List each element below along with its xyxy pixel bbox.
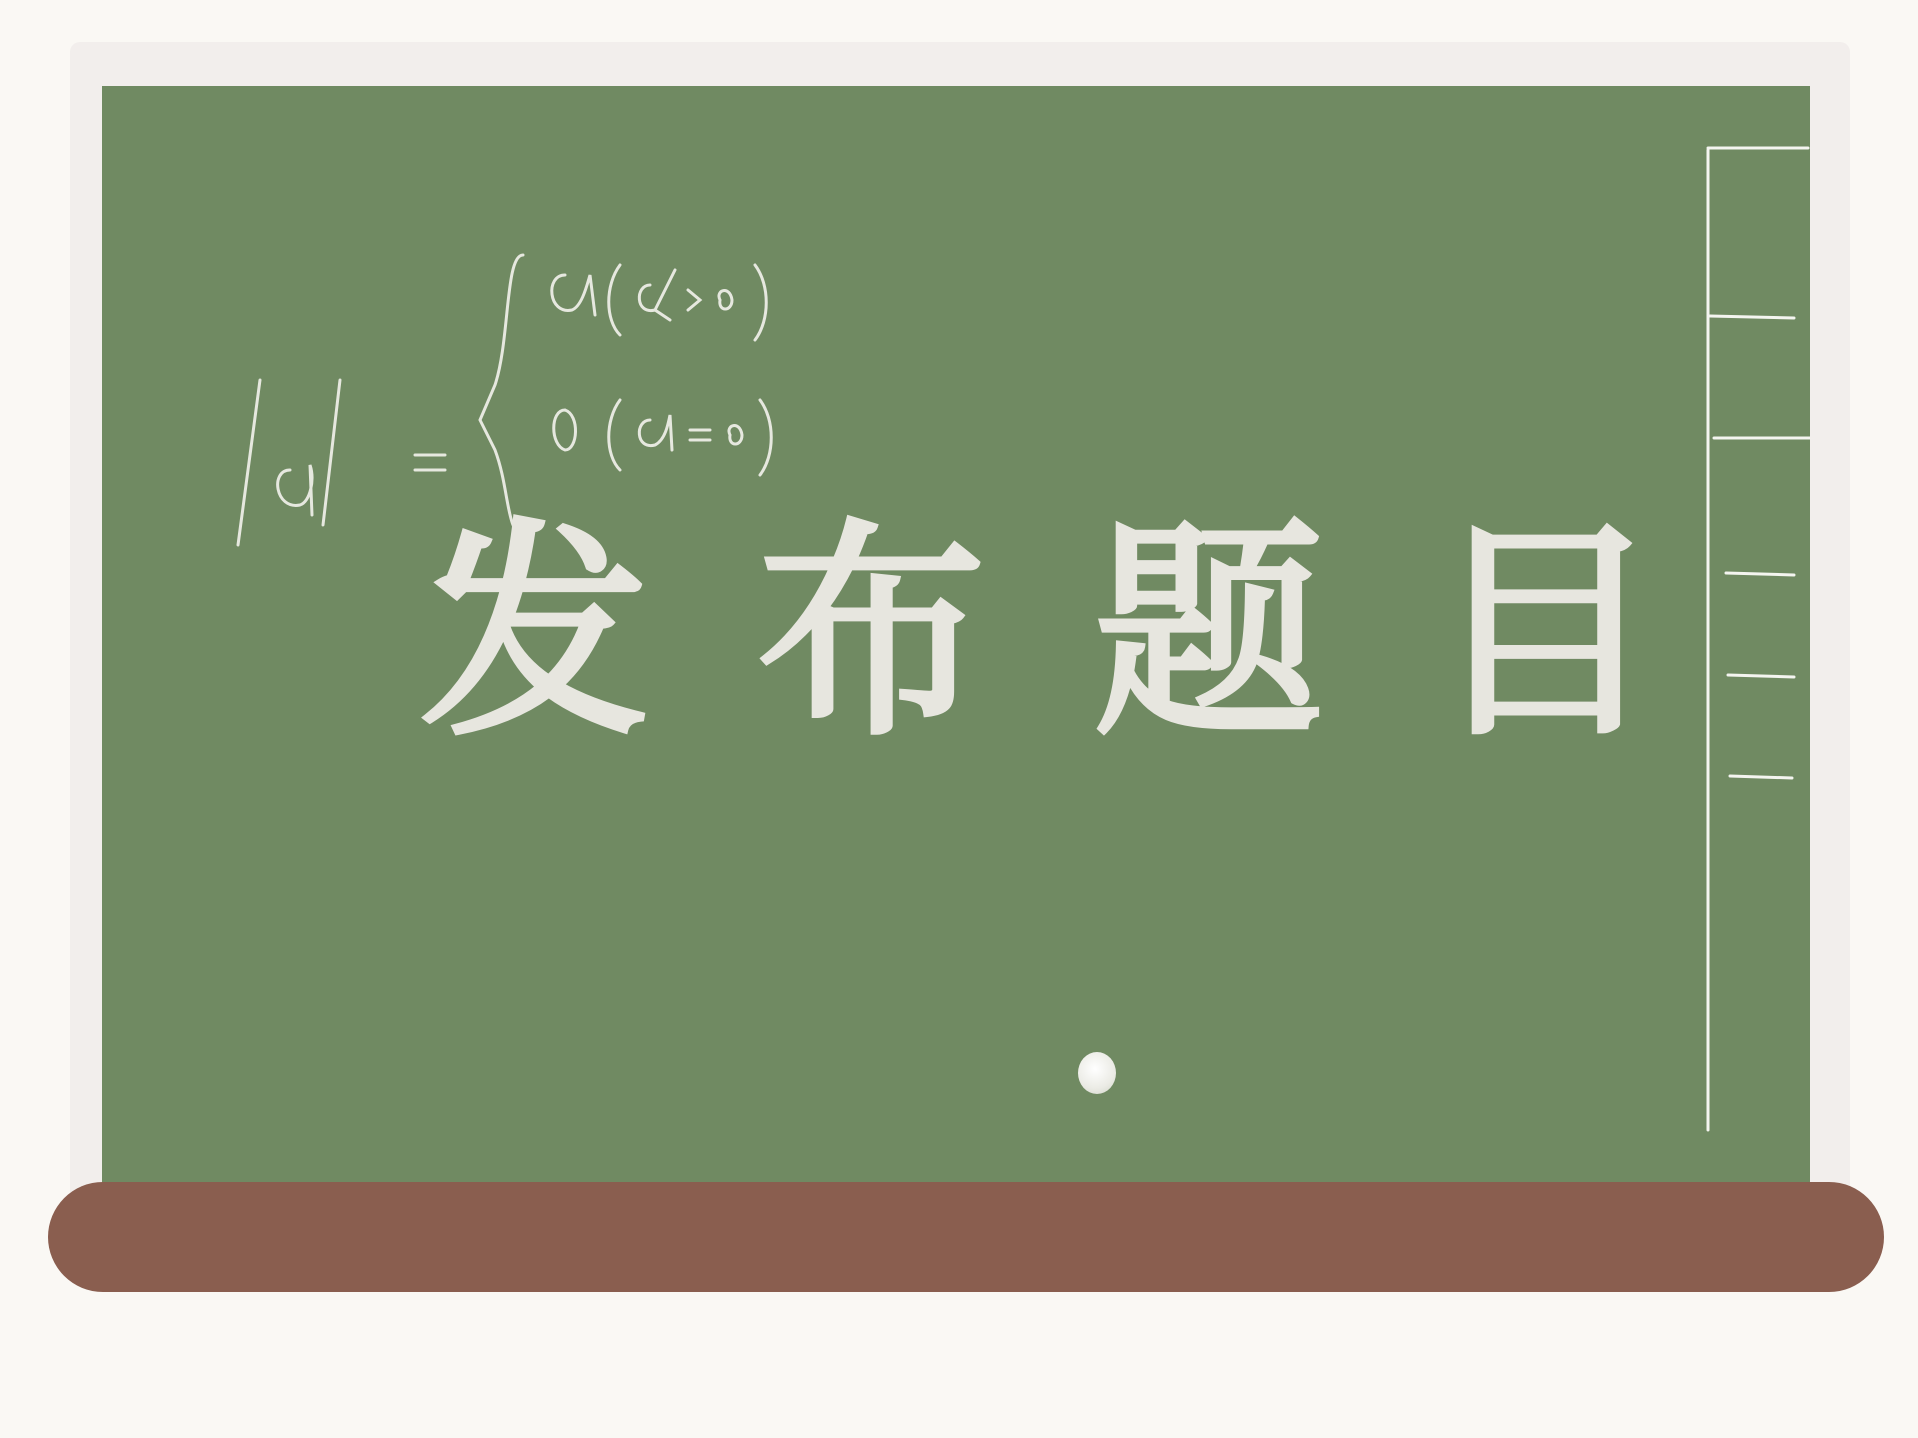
- chalk-tray: [48, 1182, 1884, 1292]
- page-title: [400, 501, 1680, 768]
- ruler-icon: [1700, 140, 1810, 1140]
- chalk-dot-icon: [1078, 1052, 1116, 1094]
- title-char: 目: [1429, 501, 1660, 768]
- title-char: 发: [419, 501, 650, 768]
- title-char: 题: [1093, 501, 1324, 768]
- title-char: 布: [756, 501, 987, 768]
